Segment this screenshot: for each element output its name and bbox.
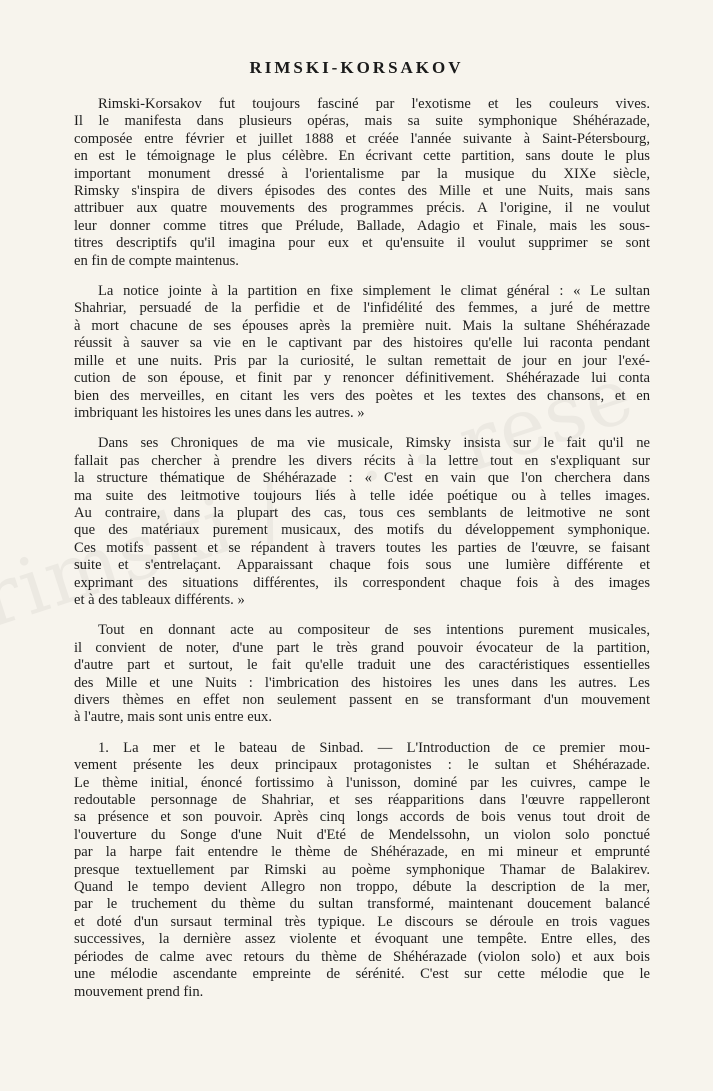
paragraph: [74, 96, 650, 270]
text-line: que des matériaux purement musicaux, des motifs du développement symphonique.: [74, 522, 650, 539]
text-line: Il le manifesta dans plusieurs opéras, mais sa suite symphonique Shéhérazade,: [74, 113, 650, 130]
text-line: redoutable personnage de Shahriar, et ses réapparitions dans l'œuvre rappelleront: [74, 792, 650, 809]
text-line: vement présente les deux principaux protagonistes : le sultan et Shéhérazade.: [74, 757, 650, 774]
text-line: attribuer aux quatre mouvements des programmes précis. A l'origine, il ne voulut: [74, 200, 650, 217]
text-line: par la harpe fait entendre le thème de Shéhérazade, en mi mineur et emprunté: [74, 844, 650, 861]
text-line: Tout en donnant acte au compositeur de ses intentions purement musicales,: [98, 622, 650, 639]
paragraph: [74, 435, 650, 609]
text-line: cution de son épouse, et finit par y renoncer définitivement. Shéhérazade lui conta: [74, 370, 650, 387]
text-line: mouvement prend fin.: [74, 983, 204, 1000]
text-line: à l'autre, mais sont unis entre eux.: [74, 709, 272, 726]
paragraph: [74, 283, 650, 422]
text-line: important monument dressé à l'orientalisme par la musique du XIXe siècle,: [74, 165, 650, 182]
page-title: RIMSKI-KORSAKOV: [249, 58, 464, 77]
text-line: suite et s'entrelaçant. Apparaissant chaque fois sous une lumière différente et: [74, 557, 650, 574]
text-line: d'autre part et surtout, le fait qu'elle traduit une des caractéristiques essentielles: [74, 657, 650, 674]
text-line: réussit à sauver sa vie en le captivant par des histoires qu'elle lui raconta pendant: [74, 335, 650, 352]
text-line: et doté d'un sursaut terminal très typique. Le discours se déroule en trois vagues: [74, 913, 650, 930]
text-line: en est le témoignage le plus célèbre. En écrivant cette partition, sans doute le plus: [74, 148, 650, 165]
text-line: l'ouverture du Songe d'une Nuit d'Eté de Mendelssohn, un violon solo ponctué: [74, 826, 650, 843]
text-line: à mort chacune de ses épouses après la première nuit. Mais la sultane Shéhérazade: [74, 317, 650, 334]
text-line: successives, la dernière assez violente et évoquant une tempête. Entre elles, des: [74, 931, 650, 948]
text-line: par le truchement du thème du sultan transformé, maintenant doucement balancé: [74, 896, 650, 913]
text-line: Ces motifs passent et se répandent à travers toutes les parties de l'œuvre, se faisant: [74, 539, 650, 556]
text-line: presque textuellement par Rimski au poème symphonique Thamar de Balakirev.: [74, 861, 650, 878]
text-line: Le thème initial, énoncé fortissimo à l'unisson, dominé par les cuivres, campe le: [74, 774, 650, 791]
text-line: divers thèmes en effet non seulement passent en se transformant d'un mouvement: [74, 692, 650, 708]
text-line: imbriquant les histoires les unes dans les autres. »: [74, 404, 365, 421]
text-line: ma suite des leitmotive toujours liés à telle idée poétique ou à telles images.: [74, 487, 650, 504]
text-line: 1. La mer et le bateau de Sinbad. — L'Introduction de ce premier mou-: [98, 739, 650, 756]
paragraph: [74, 622, 650, 726]
text-line: Au contraire, dans la plupart des cas, tous ces semblants de leitmotive ne sont: [74, 504, 650, 521]
text-line: fallait pas chercher à prendre les divers récits à la lettre tout en s'expliquant sur: [74, 452, 650, 469]
text-line: composée entre février et juillet 1888 et créée l'année suivante à Saint-Pétersbourg,: [74, 130, 650, 147]
text-line: titres descriptifs qu'il imagina pour eux et qu'ensuite il voulut supprimer se sont: [74, 235, 650, 252]
text-line: des Mille et une Nuits : l'imbrication des histoires les unes dans les autres. Les: [74, 674, 650, 691]
text-line: exprimant des situations différentes, ils correspondent chaque fois à des images: [74, 574, 650, 591]
text-line: Dans ses Chroniques de ma vie musicale, Rimsky insista sur le fait qu'il ne: [98, 435, 650, 452]
text-line: Rimski-Korsakov fut toujours fasciné par l'exotisme et les couleurs vives.: [98, 96, 650, 112]
text-line: Rimsky s'inspira de divers épisodes des contes des Mille et une Nuits, mais sans: [74, 183, 650, 200]
text-line: il convient de noter, d'une part le très grand pouvoir évocateur de la partition,: [74, 639, 650, 656]
text-line: et à des tableaux différents. »: [74, 591, 245, 608]
text-line: bien des merveilles, en citant les vers des poètes et les textes des chansons, et en: [74, 387, 650, 404]
text-line: une mélodie ascendante empreinte de sérénité. C'est sur cette mélodie que le: [74, 966, 650, 983]
text-line: Shahriar, persuadé de la perfidie et de l'infidélité des femmes, a juré de mettre: [74, 300, 650, 317]
text-line: périodes de calme avec retours du thème de Shéhérazade (violon solo) et aux bois: [74, 948, 650, 965]
text-line: en fin de compte maintenus.: [74, 252, 239, 269]
text-line: leur donner comme titres que Prélude, Ballade, Adagio et Finale, mais les sous-: [74, 217, 650, 234]
paragraph: [74, 740, 650, 1001]
document-body: [74, 96, 650, 1014]
text-line: Quand le tempo devient Allegro non troppo, débute la description de la mer,: [74, 879, 650, 896]
text-line: sa présence et son pouvoir. Après cinq longs accords de bois venus tout droit de: [74, 809, 650, 826]
text-line: la structure thématique de Shéhérazade : « C'est en vain que l'on cherchera dans: [74, 470, 650, 487]
text-line: mille et une nuits. Pris par la curiosité, le sultan remettait de jour en jour l'exé-: [74, 352, 650, 369]
text-line: La notice jointe à la partition en fixe simplement le climat général : « Le sultan: [98, 283, 650, 300]
